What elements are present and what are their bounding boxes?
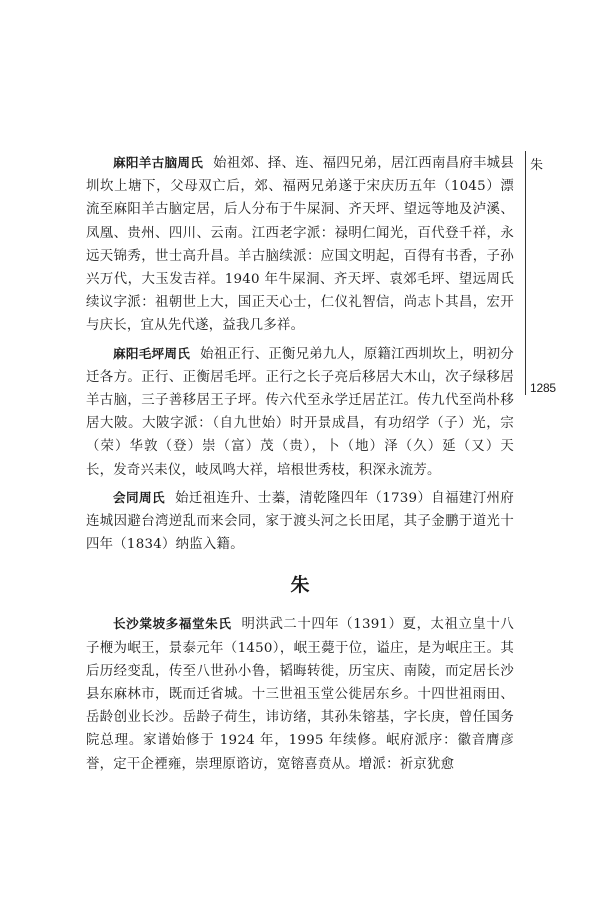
page-number: 1285 [530,381,556,395]
clan-entry-mayang-maoping-zhou [86,342,514,482]
entry-heading: 会同周氏 [113,489,166,505]
entry-heading: 麻阳毛坪周氏 [113,345,191,361]
entry-heading: 麻阳羊古脑周氏 [113,155,204,170]
clan-entry-mayang-yanggunao-zhou [86,151,514,338]
running-head-surname: 朱 [530,158,544,173]
clan-entry-changsha-tangpo-zhu [86,612,514,775]
clan-entry-huitong-zhou [86,486,514,557]
entry-body: 始祖正行、正衡兄弟九人，原籍江西圳坎上，明初分迁各方。正行、正衡居毛坪。正行之长子亮后移居大木山，次子绿移居羊古脑，三子善移居王子坪。传六代至永学迁居芷江。传九代至尚朴移居大陂。大陂字派：（自九世始）时开景成昌，有功绍学（子）光，宗（荣）华敦（登）崇（富）茂（贵），卜（地）泽（久）延（又）天长，发奇兴耒仪，岐凤鸣大祥，培根世秀枝，积深永流芳。 [86,346,515,478]
section-heading-surname: 朱 [290,574,310,597]
entry-body: 始祖郊、择、连、福四兄弟，居江西南昌府丰城县圳坎上塘下，父母双亡后，郊、福两兄弟遂于宋庆历五年（1045）漂流至麻阳羊古脑定居，后人分布于牛屎洞、齐天坪、望远等地及泸溪、凤凰、贵州、四川、云南。江西老字派：禄明仁闻光，百代登千祥，永远天锦秀，世士高升昌。羊古脑续派：应国文明起，百得有书香，子孙兴万代，大玉发吉祥。1940 年牛屎洞、齐天坪、袁郊毛坪、望远周氏续议字派：祖朝世上大，国正天心士，仁仪礼智信，尚志卜其昌，宏开与庆长，宜从先代遂，益我几多祥。 [86,156,514,334]
margin-divider-line [525,151,526,395]
entry-heading: 长沙棠坡多福堂朱氏 [113,616,232,632]
entry-body: 明洪武二十四年（1391）夏，太祖立皇十八子楩为岷王，景泰元年（1450），岷王薨于位，谥庄，是为岷庄王。其后历经变乱，传至八世孙小鲁，韬晦转徙，历宝庆、南陵，而定居长沙县东麻林市，既而迁省城。十三世祖玉堂公徙居东乡。十四世祖雨田、岳龄创业长沙。岳龄子荷生，讳访绪，其孙朱镕基，字长庚，曾任国务院总理。家谱始修于 1924 年，1995 年续修。岷府派序：徽音膺彦誉，定干企禋雍，崇理原谘访，宽镕喜贲从。增派：祈京犹愈 [86,617,514,772]
entry-body: 始迁祖连升、士蓁，清乾隆四年（1739）自福建汀州府连城因避台湾逆乱而来会同，家于渡头河之长田尾，其子金鹏于道光十四年（1834）纳监入籍。 [86,490,515,553]
main-text-column [86,151,514,780]
